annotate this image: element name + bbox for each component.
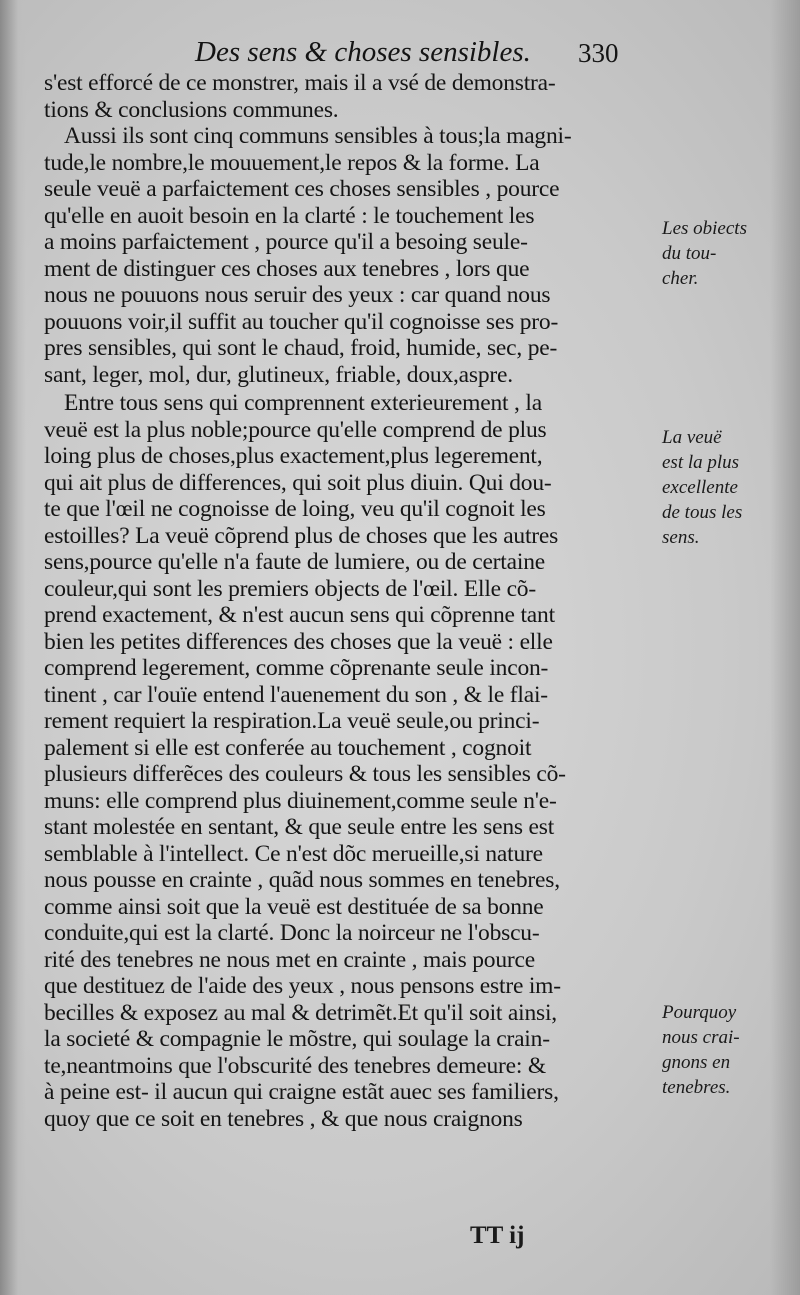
text-line: pres sensibles, qui sont le chaud, froid, humide, sec, pe- bbox=[44, 335, 558, 361]
margin-note-sight-excellence bbox=[662, 425, 782, 550]
text-line: qu'elle en auoit besoin en la clarté : le touchement les bbox=[44, 202, 535, 229]
text-line: palement si elle est conferée au touchement , cognoit bbox=[44, 734, 532, 761]
text-line: becilles & exposez au mal & detrimẽt.Et qu'il soit ainsi, bbox=[44, 999, 557, 1026]
text-line: qui ait plus de differences, qui soit plus diuin. Qui dou- bbox=[44, 469, 552, 496]
text-line: rité des tenebres ne nous met en crainte , mais pource bbox=[44, 946, 535, 973]
text-line: conduite,qui est la clarté. Donc la noirceur ne l'obscu- bbox=[44, 920, 540, 946]
margin-note-line: nous crai- bbox=[662, 1027, 740, 1048]
text-line: comme ainsi soit que la veuë est destituée de sa bonne bbox=[44, 893, 544, 920]
margin-note-fear-darkness bbox=[662, 1000, 782, 1100]
text-line: ment de distinguer ces choses aux tenebres , lors que bbox=[44, 255, 530, 282]
text-line: te,neantmoins que l'obscurité des tenebres demeure: & bbox=[44, 1052, 546, 1079]
margin-note-line: est la plus bbox=[662, 452, 740, 473]
text-line: nous pousse en crainte , quãd nous sommes en tenebres, bbox=[44, 867, 560, 893]
text-line: bien les petites differences des choses que la veuë : elle bbox=[44, 628, 553, 655]
text-line: semblable à l'intellect. Ce n'est dõc merueille,si nature bbox=[44, 840, 543, 867]
margin-note-line: excellente bbox=[662, 477, 738, 498]
text-line: que destituez de l'aide des yeux , nous pensons estre im- bbox=[44, 973, 561, 999]
text-line: te que l'œil ne cognoisse de loing, veu qu'il cognoit les bbox=[44, 496, 546, 522]
text-line: muns: elle comprend plus diuinement,comme seule n'e- bbox=[44, 787, 557, 814]
text-line: comprend legerement, comme cõprenante seule incon- bbox=[44, 655, 549, 681]
text-line: tude,le nombre,le mouuement,le repos & la forme. La bbox=[44, 149, 540, 176]
text-line: prend exactement, & n'est aucun sens qui cõprenne tant bbox=[44, 602, 555, 628]
running-title: Des sens & choses sensibles. bbox=[195, 36, 531, 68]
text-line: sens,pource qu'elle n'a faute de lumiere, ou de certaine bbox=[44, 549, 545, 575]
text-line: sant, leger, mol, dur, glutineux, friable, doux,aspre. bbox=[44, 361, 513, 388]
text-line: estoilles? La veuë cõprend plus de choses que les autres bbox=[44, 522, 559, 549]
text-line: stant molestée en sentant, & que seule entre les sens est bbox=[44, 814, 555, 840]
margin-note-line: cher. bbox=[662, 268, 699, 289]
margin-note-line: du tou- bbox=[662, 243, 717, 264]
page-edge-shadow bbox=[770, 0, 800, 1295]
text-line: a moins parfaictement , pource qu'il a besoing seule- bbox=[44, 229, 528, 255]
margin-note-line: Pourquoy bbox=[662, 1002, 737, 1023]
signature-mark: TT ij bbox=[470, 1222, 525, 1249]
margin-note-line: tenebres. bbox=[662, 1077, 731, 1098]
text-line: nous ne pouuons nous seruir des yeux : car quand nous bbox=[44, 282, 551, 308]
text-line: à peine est- il aucun qui craigne estãt auec ses familiers, bbox=[44, 1079, 559, 1105]
text-line: tinent , car l'ouïe entend l'auenement du son , & le flai- bbox=[44, 681, 548, 708]
text-line: quoy que ce soit en tenebres , & que nous craignons bbox=[44, 1105, 523, 1132]
margin-note-touch-objects bbox=[662, 216, 782, 291]
text-line: plusieurs differẽces des couleurs & tous les sensibles cõ- bbox=[44, 761, 566, 787]
text-line: rement requiert la respiration.La veuë seule,ou princi- bbox=[44, 708, 540, 734]
body-text bbox=[44, 70, 662, 1132]
margin-note-line: de tous les bbox=[662, 502, 743, 523]
text-line: veuë est la plus noble;pource qu'elle comprend de plus bbox=[44, 416, 547, 443]
margin-note-line: La veuë bbox=[662, 427, 722, 448]
page-gutter-shadow bbox=[0, 0, 26, 1295]
text-line: la societé & compagnie le mõstre, qui soulage la crain- bbox=[44, 1026, 550, 1052]
text-line: loing plus de choses,plus exactement,plus legerement, bbox=[44, 443, 543, 469]
margin-note-line: Les obiects bbox=[662, 218, 747, 239]
text-line: pouuons voir,il suffit au toucher qu'il cognoisse ses pro- bbox=[44, 308, 559, 335]
margin-note-line: sens. bbox=[662, 527, 700, 548]
text-line: Aussi ils sont cinq communs sensibles à tous;la magni- bbox=[64, 123, 572, 149]
text-line: s'est efforcé de ce monstrer, mais il a vsé de demonstra- bbox=[44, 70, 556, 96]
text-line: Entre tous sens qui comprennent exterieurement , la bbox=[64, 390, 542, 416]
text-line: couleur,qui sont les premiers objects de l'œil. Elle cõ- bbox=[44, 575, 536, 602]
text-line: seule veuë a parfaictement ces choses sensibles , pource bbox=[44, 176, 560, 202]
margin-note-line: gnons en bbox=[662, 1052, 731, 1073]
text-line: tions & conclusions communes. bbox=[44, 96, 339, 123]
page-number: 330 bbox=[578, 38, 619, 68]
